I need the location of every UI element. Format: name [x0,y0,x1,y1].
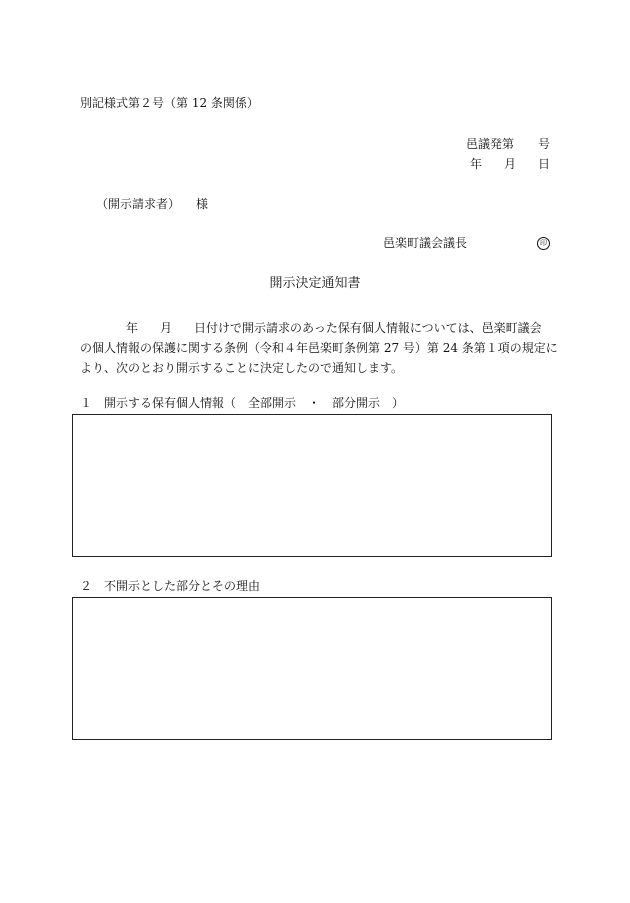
date-month-label: 月 [503,157,516,171]
body-year-label: 年 [126,321,139,335]
section-2-title: 不開示とした部分とその理由 [104,579,261,593]
document-title: 開示決定通知書 [269,276,361,291]
sender-name: 邑楽町議会議長 [382,236,467,250]
section-1-heading [80,397,404,409]
date-year-label: 年 [469,157,482,171]
body-line-2: の個人情報の保護に関する条例（令和４年邑楽町条例第 27 号）第 24 条第１項の規定に [80,341,558,355]
section-2-number: ２ [80,579,93,593]
date-day-label: 日 [537,157,550,171]
section-2-content-box [72,597,552,740]
form-number: 別記様式第２号（第 12 条関係） [80,96,259,110]
section-1-number: １ [80,396,93,410]
document-number-line [466,138,550,150]
recipient-label: （開示請求者） [96,197,181,211]
document-number-prefix: 邑議発第 [465,137,514,151]
document-number-suffix: 号 [537,137,550,151]
section-1-title: 開示する保有個人情報（ 全部開示 ・ 部分開示 ） [104,396,405,410]
section-2-heading [80,580,260,592]
section-1-content-box [72,414,552,557]
body-line-1-text: 日付けで開示請求のあった保有個人情報については、邑楽町議会 [194,321,542,335]
body-line-3: より、次のとおり開示することに決定したので通知します。 [80,361,404,375]
notice-body [80,318,558,378]
sender-line [383,237,550,250]
body-line-1 [80,318,552,338]
body-month-label: 月 [160,321,173,335]
seal-icon: 印 [537,237,550,250]
issue-date-line [470,158,550,170]
recipient-line [96,198,208,210]
recipient-honorific: 様 [196,197,209,211]
